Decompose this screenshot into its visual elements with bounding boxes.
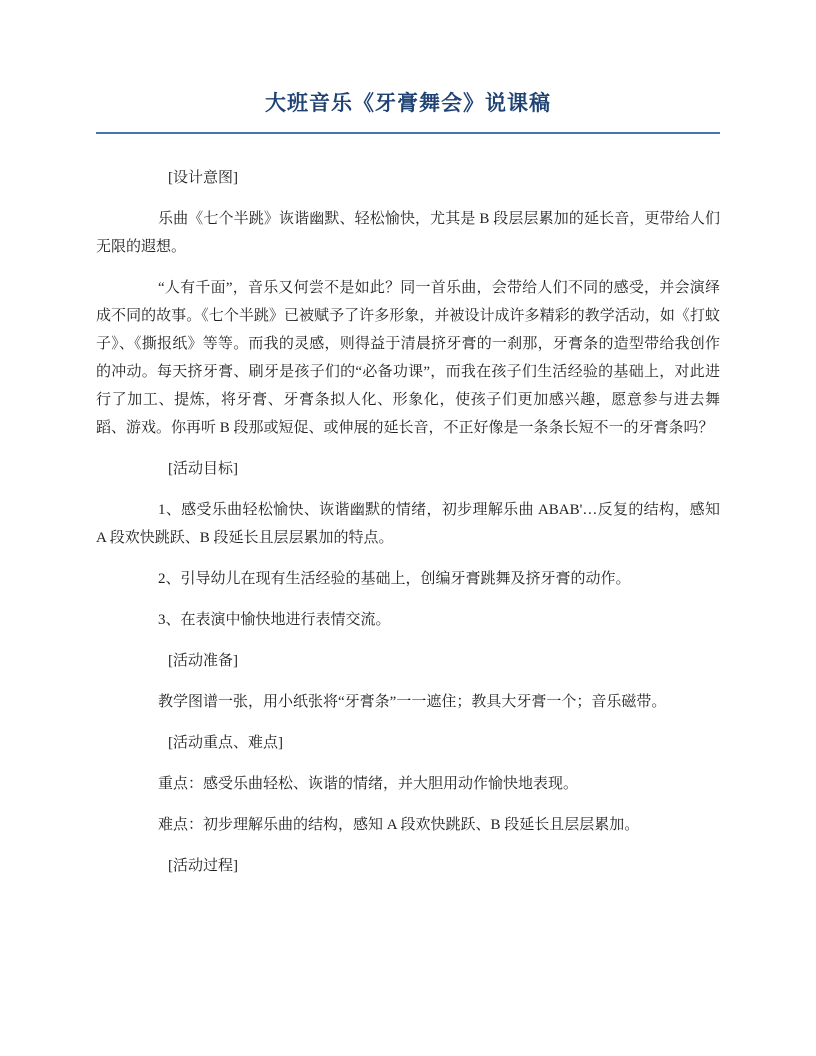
title-block xyxy=(96,86,720,134)
paragraph-preparation: 教学图谱一张，用小纸张将“牙膏条”一一遮住；教具大牙膏一个；音乐磁带。 xyxy=(158,694,667,710)
section-heading-key-difficult-points: [活动重点、难点] xyxy=(168,735,283,751)
goal-item-1: 1、感受乐曲轻松愉快、诙谐幽默的情绪，初步理解乐曲 ABAB'…反复的结构，感知 A 段欢快跳跃、B 段延长且层层累加的特点。 xyxy=(96,502,720,546)
section-heading-activity-process: [活动过程] xyxy=(168,858,238,874)
goal-item-2: 2、引导幼儿在现有生活经验的基础上，创编牙膏跳舞及挤牙膏的动作。 xyxy=(158,571,631,587)
section-heading-activity-goals: [活动目标] xyxy=(168,461,238,477)
goal-item-3: 3、在表演中愉快地进行表情交流。 xyxy=(158,612,391,628)
paragraph-music-intro: 乐曲《七个半跳》诙谐幽默、轻松愉快，尤其是 B 段层层累加的延长音，更带给人们无限的遐想。 xyxy=(96,211,720,255)
paragraph-difficult-point: 难点：初步理解乐曲的结构，感知 A 段欢快跳跃、B 段延长且层层累加。 xyxy=(158,817,640,833)
paragraph-key-point: 重点：感受乐曲轻松、诙谐的情绪，并大胆用动作愉快地表现。 xyxy=(158,776,579,792)
page-title: 大班音乐《牙膏舞会》说课稿 xyxy=(265,91,551,115)
section-heading-activity-preparation: [活动准备] xyxy=(168,653,238,669)
paragraph-design-rationale: “人有千面”，音乐又何尝不是如此？同一首乐曲，会带给人们不同的感受，并会演绎成不同的故事。《七个半跳》已被赋予了许多形象，并被设计成许多精彩的教学活动，如《打蚊子》、《撕报纸》等等。而我的灵感，则得益于清晨挤牙膏的一刹那，牙膏条的造型带给我创作的冲动。每天挤牙膏、刷牙是孩子们的“必备功课”，而我在孩子们生活经验的基础上，对此进行了加工、提炼，将牙膏、牙膏条拟人化、形象化，使孩子们更加感兴趣，愿意参与进去舞蹈、游戏。你再听 B 段那或短促、或伸展的延长音，不正好像是一条条长短不一的牙膏条吗？ xyxy=(96,280,720,436)
section-heading-design-intent: [设计意图] xyxy=(168,170,238,186)
